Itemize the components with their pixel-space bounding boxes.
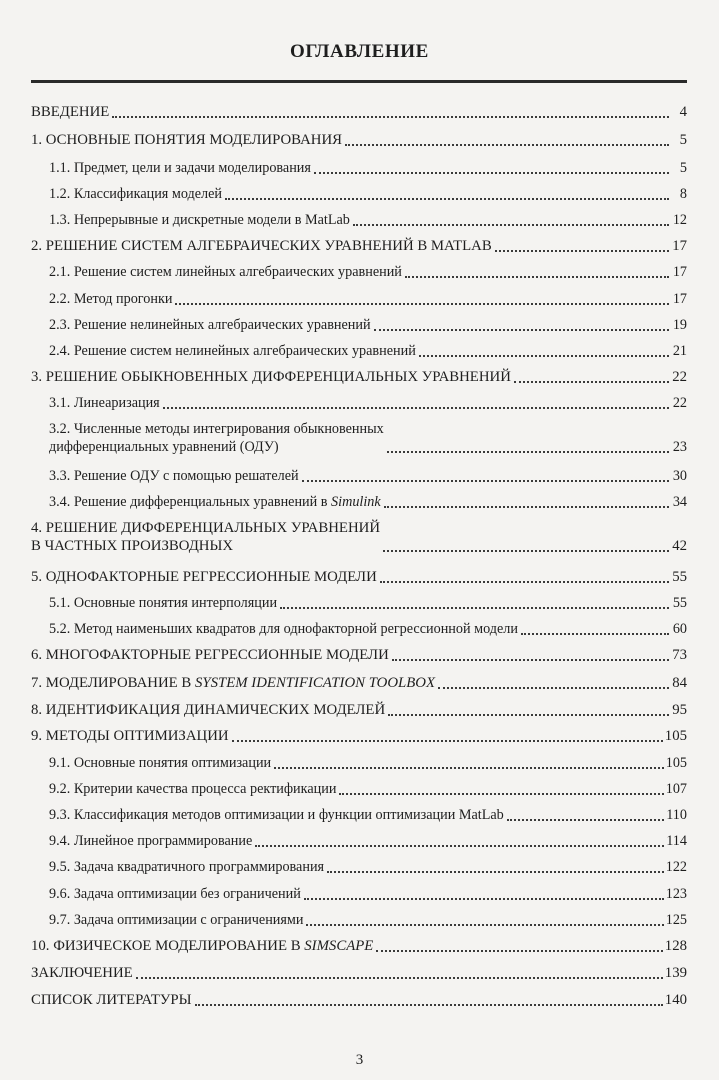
dot-leader [438, 686, 669, 689]
toc-subsection[interactable] [49, 342, 687, 360]
toc-section[interactable] [31, 964, 687, 982]
toc-subsection[interactable] [49, 754, 687, 772]
toc-subsection[interactable] [49, 420, 687, 456]
toc-page-number: 128 [664, 938, 687, 954]
dot-leader [495, 249, 669, 252]
toc-entry-text: ЗАКЛЮЧЕНИЕ [31, 965, 133, 981]
toc-page-number: 4 [679, 104, 687, 120]
toc-entry-title [49, 806, 504, 824]
toc-entry-title [31, 568, 377, 586]
dot-leader [392, 658, 669, 661]
toc-page-number: 110 [666, 807, 687, 823]
toc-entry-title [31, 674, 435, 692]
toc-entry-text: 9.6. Задача оптимизации без ограничений [49, 886, 301, 902]
toc-entry-text: 1.1. Предмет, цели и задачи моделирования [49, 160, 311, 176]
toc-entry-title [49, 832, 252, 850]
dot-leader [388, 713, 669, 716]
toc-entry-title [49, 754, 271, 772]
toc-entry-title [49, 185, 222, 203]
toc-entry-title [31, 991, 192, 1009]
toc-page-number: 140 [664, 992, 687, 1008]
toc-section[interactable] [31, 131, 687, 149]
dot-leader [339, 792, 663, 795]
toc-entry-title [49, 394, 160, 412]
toc-entry-italic: SIMSCAPE [304, 938, 374, 954]
toc-page-number: 105 [664, 728, 687, 744]
dot-leader [521, 632, 669, 635]
dot-leader [380, 580, 669, 583]
toc-subsection[interactable] [49, 806, 687, 824]
toc-entry-text: 3. РЕШЕНИЕ ОБЫКНОВЕННЫХ ДИФФЕРЕНЦИАЛЬНЫХ УРАВНЕНИЙ [31, 369, 511, 385]
toc-entry-text: 9.7. Задача оптимизации с ограничениями [49, 912, 304, 928]
dot-leader [387, 450, 669, 453]
dot-leader [195, 1003, 663, 1006]
toc-page-number: 55 [672, 569, 687, 585]
toc-entry-text: 5. ОДНОФАКТОРНЫЕ РЕГРЕССИОННЫЕ МОДЕЛИ [31, 569, 377, 585]
toc-entry-italic: SYSTEM IDENTIFICATION TOOLBOX [194, 675, 436, 691]
toc-entry-text: 3.2. Численные методы интегрирования обыкновенных [49, 421, 384, 437]
toc-entry-title [49, 263, 402, 281]
toc-page-number: 17 [672, 264, 687, 280]
toc-entry-text: 4. РЕШЕНИЕ ДИФФЕРЕНЦИАЛЬНЫХ УРАВНЕНИЙ [31, 520, 381, 536]
toc-subsection[interactable] [49, 211, 687, 229]
toc-entry-text: 6. МНОГОФАКТОРНЫЕ РЕГРЕССИОННЫЕ МОДЕЛИ [31, 647, 389, 663]
toc-section[interactable] [31, 646, 687, 664]
dot-leader [327, 870, 664, 873]
toc-page-number: 60 [672, 621, 687, 637]
dot-leader [280, 606, 669, 609]
toc-entry-title [49, 858, 324, 876]
toc-page-number: 125 [665, 912, 687, 928]
toc-entry-text: 1.2. Классификация моделей [49, 186, 223, 202]
dot-leader [345, 143, 669, 146]
toc-entry-title [49, 467, 299, 485]
toc-subsection[interactable] [49, 290, 687, 308]
toc-page-number: 123 [665, 886, 687, 902]
toc-subsection[interactable] [49, 316, 687, 334]
toc-entry-text: 9.5. Задача квадратичного программирования [49, 859, 325, 875]
toc-page-number: 22 [672, 395, 687, 411]
toc-subsection[interactable] [49, 832, 687, 850]
dot-leader [514, 380, 669, 383]
toc-entry-title [49, 594, 277, 612]
dot-leader [112, 115, 669, 118]
toc-subsection[interactable] [49, 620, 687, 638]
toc-page-number: 12 [672, 212, 687, 228]
toc-entry-title [49, 911, 303, 929]
dot-leader [314, 171, 669, 174]
toc-section[interactable] [31, 937, 687, 955]
toc-entry-text-line2: В ЧАСТНЫХ ПРОИЗВОДНЫХ [31, 538, 234, 554]
dot-leader [274, 766, 664, 769]
toc-entry-title [49, 159, 311, 177]
toc-entry-title [31, 368, 511, 386]
toc-page-number: 122 [665, 859, 687, 875]
page-number: 3 [355, 1052, 364, 1068]
toc-entry-title [49, 885, 301, 903]
dot-leader [507, 818, 664, 821]
toc-section[interactable] [31, 368, 687, 386]
toc-subsection[interactable] [49, 467, 687, 485]
toc-subsection[interactable] [49, 885, 687, 903]
toc-page-number: 34 [672, 494, 687, 510]
dot-leader [175, 302, 669, 305]
toc-page-number: 139 [664, 965, 687, 981]
toc-entry-title [49, 493, 381, 511]
page-title: ОГЛАВЛЕНИЕ [290, 41, 429, 62]
toc-entry-title [31, 237, 492, 255]
toc-entry-text: 8. ИДЕНТИФИКАЦИЯ ДИНАМИЧЕСКИХ МОДЕЛЕЙ [31, 702, 386, 718]
toc-page-number: 22 [672, 369, 687, 385]
toc-page-number: 23 [672, 439, 687, 455]
toc-section[interactable] [31, 701, 687, 719]
toc-entry-title [49, 290, 172, 308]
toc-subsection[interactable] [49, 858, 687, 876]
toc-page-number: 84 [672, 675, 687, 691]
toc-entry-text: 9.4. Линейное программирование [49, 833, 253, 849]
toc-entry-text: 2.2. Метод прогонки [49, 291, 173, 307]
toc-section[interactable] [31, 519, 687, 555]
toc-page-number: 5 [679, 132, 687, 148]
toc-page-number: 8 [679, 186, 687, 202]
toc-page-number: 17 [672, 291, 687, 307]
toc-section[interactable] [31, 674, 687, 692]
toc-entry-text: 9. МЕТОДЫ ОПТИМИЗАЦИИ [31, 728, 229, 744]
toc-entry-title [31, 646, 389, 664]
toc-page-number: 30 [672, 468, 687, 484]
toc-entry-title [31, 727, 229, 745]
toc-subsection[interactable] [49, 594, 687, 612]
dot-leader [136, 976, 663, 979]
toc-entry-text: 3.1. Линеаризация [49, 395, 160, 411]
toc-entry-text: 5.1. Основные понятия интерполяции [49, 595, 278, 611]
toc-entry-text: 10. ФИЗИЧЕСКОЕ МОДЕЛИРОВАНИЕ В [31, 938, 305, 954]
toc-entry-text: 2.1. Решение систем линейных алгебраических уравнений [49, 264, 402, 280]
toc-entry-text: 1. ОСНОВНЫЕ ПОНЯТИЯ МОДЕЛИРОВАНИЯ [31, 132, 343, 148]
toc-page-number: 19 [672, 317, 687, 333]
toc-entry-title [31, 701, 385, 719]
toc-entry-text: 9.3. Классификация методов оптимизации и функции оптимизации MatLab [49, 807, 504, 823]
toc-entry-title [49, 620, 518, 638]
toc-entry-title [31, 103, 109, 121]
toc-entry-text-line2: дифференциальных уравнений (ОДУ) [49, 439, 279, 455]
dot-leader [163, 406, 669, 409]
toc-page-number: 42 [672, 538, 687, 554]
toc-entry-text: 9.1. Основные понятия оптимизации [49, 755, 272, 771]
dot-leader [405, 275, 669, 278]
dot-leader [304, 897, 664, 900]
dot-leader [419, 354, 669, 357]
dot-leader [306, 923, 663, 926]
toc-entry-italic: Simulink [331, 494, 381, 510]
toc-page-number: 105 [665, 755, 687, 771]
toc-entry-title [49, 420, 384, 456]
toc-section[interactable] [31, 727, 687, 745]
toc-entry-text: 1.3. Непрерывные и дискретные модели в MatLab [49, 212, 350, 228]
toc-page-number: 17 [672, 238, 687, 254]
toc-page-number: 107 [665, 781, 687, 797]
toc-page-number: 55 [672, 595, 687, 611]
dot-leader [232, 739, 663, 742]
toc-section[interactable] [31, 568, 687, 586]
toc-entry-text: 3.3. Решение ОДУ с помощью решателей [49, 468, 299, 484]
toc-entry-text: 2. РЕШЕНИЕ СИСТЕМ АЛГЕБРАИЧЕСКИХ УРАВНЕНИЙ В MATLAB [31, 238, 492, 254]
toc-subsection[interactable] [49, 394, 687, 412]
toc-page-number: 73 [672, 647, 687, 663]
toc-entry-text: ВВЕДЕНИЕ [31, 104, 110, 120]
toc-page-number: 114 [666, 833, 687, 849]
dot-leader [376, 949, 662, 952]
toc-entry-title [31, 131, 342, 149]
toc-subsection[interactable] [49, 493, 687, 511]
toc-entry-text: 3.4. Решение дифференциальных уравнений в [49, 494, 332, 510]
toc-subsection[interactable] [49, 780, 687, 798]
toc-subsection[interactable] [49, 263, 687, 281]
toc-subsection[interactable] [49, 159, 687, 177]
toc-section[interactable] [31, 991, 687, 1009]
toc-entry-title [31, 937, 373, 955]
toc-entry-text: 5.2. Метод наименьших квадратов для однофакторной регрессионной модели [49, 621, 518, 637]
toc-entry-title [31, 964, 133, 982]
toc-entry-text: 2.3. Решение нелинейных алгебраических уравнений [49, 317, 371, 333]
dot-leader [255, 844, 664, 847]
toc-section[interactable] [31, 237, 687, 255]
toc-entry-title [31, 519, 380, 555]
toc-entry-title [49, 780, 336, 798]
dot-leader [302, 479, 669, 482]
dot-leader [353, 223, 669, 226]
dot-leader [225, 197, 669, 200]
toc-entry-title [49, 211, 350, 229]
toc-entry-text: 9.2. Критерии качества процесса ректификации [49, 781, 337, 797]
toc-entry-title [49, 316, 371, 334]
dot-leader [374, 328, 669, 331]
dot-leader [383, 549, 669, 552]
toc-subsection[interactable] [49, 185, 687, 203]
toc-entry-text: 2.4. Решение систем нелинейных алгебраических уравнений [49, 343, 416, 359]
toc-entry-text: СПИСОК ЛИТЕРАТУРЫ [31, 992, 192, 1008]
toc-section[interactable] [31, 103, 687, 121]
dot-leader [384, 505, 669, 508]
toc-entry-text: 7. МОДЕЛИРОВАНИЕ В [31, 675, 195, 691]
toc-page-number: 95 [672, 702, 687, 718]
toc-page-number: 21 [672, 343, 687, 359]
toc-subsection[interactable] [49, 911, 687, 929]
toc-entry-title [49, 342, 416, 360]
toc-page-number: 5 [679, 160, 687, 176]
